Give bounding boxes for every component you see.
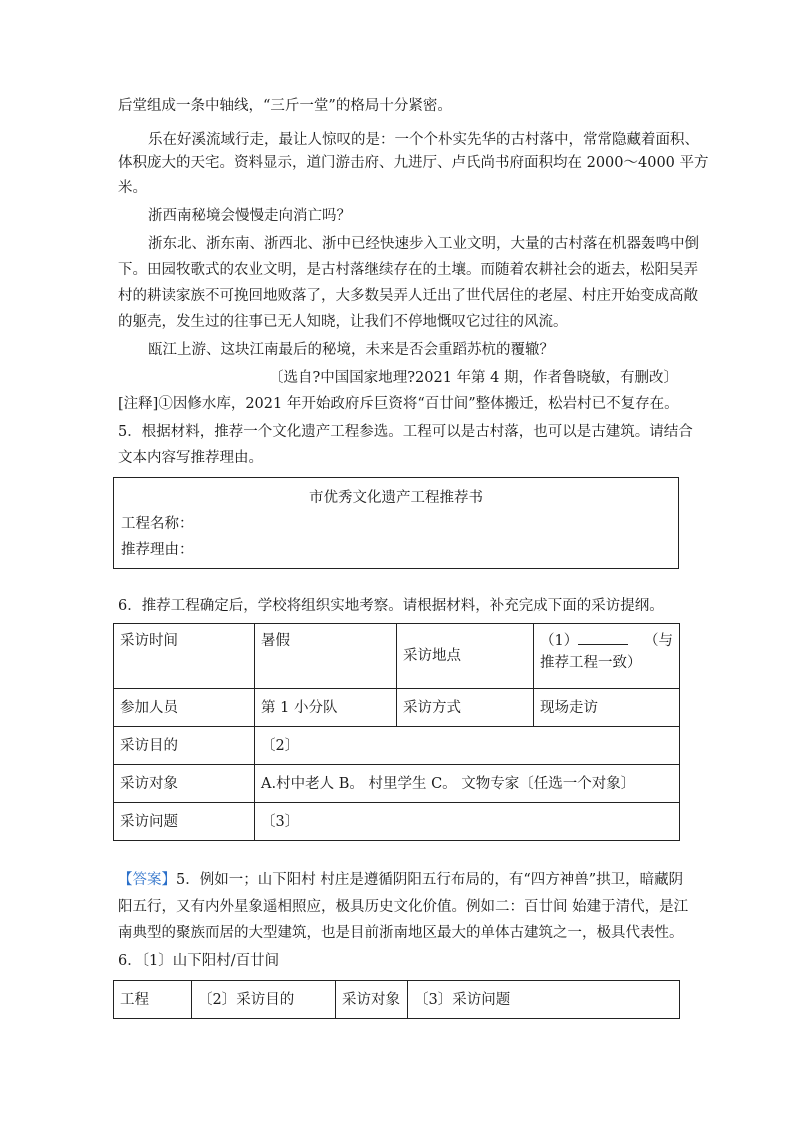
table-cell-questions[interactable]: 〔3〕 xyxy=(255,803,680,841)
table-row xyxy=(114,727,680,765)
table-header: 〔2〕采访目的 xyxy=(192,981,336,1019)
table-row xyxy=(114,981,680,1019)
paragraph-line: 村的耕读家族不可挽回地败落了，大多数吴弄人迁出了世代居住的老屋、村庄开始变成高敞 xyxy=(118,288,698,304)
table-cell: 现场走访 xyxy=(534,689,680,727)
paragraph-line: 浙东北、浙东南、浙西北、浙中已经快速步入工业文明，大量的古村落在机器轰鸣中倒 xyxy=(148,236,699,252)
table-cell: 暑假 xyxy=(255,624,397,689)
paragraph-line: 体积庞大的天宅。资料显示，道门游击府、九进厅、卢氏尚书府面积均在 2000～4000 平方 xyxy=(118,155,709,171)
paragraph-line: 下。田园牧歌式的农业文明，是古村落继续存在的土壤。而随着农耕社会的逝去，松阳吴弄 xyxy=(118,262,698,278)
question-5-cont: 文本内容写推荐理由。 xyxy=(118,450,263,466)
paragraph-line: 瓯江上游、这块江南最后的秘境，未来是否会重蹈苏杭的覆辙？ xyxy=(148,342,554,358)
table-cell: 采访问题 xyxy=(114,803,255,841)
answer-5-line: 阳五行，又有内外星象遥相照应，极具历史文化价值。例如二：百廿间 始建于清代，是江 xyxy=(118,899,689,915)
table-cell: 采访地点 xyxy=(397,624,534,689)
interview-outline-table xyxy=(113,623,680,841)
answer-table xyxy=(113,980,680,1019)
project-name-field[interactable]: 工程名称： xyxy=(121,516,194,532)
table-cell: 采访对象 xyxy=(114,765,255,803)
blank-line[interactable] xyxy=(578,630,628,645)
paragraph-line: 后堂组成一条中轴线，“三斤一堂”的格局十分紧密。 xyxy=(118,98,452,114)
answer-text: 5．例如一；山下阳村 村庄是遵循阴阳五行布局的，有“四方神兽”拱卫，暗藏阴 xyxy=(176,872,684,888)
table-header: 〔3〕采访问题 xyxy=(408,981,680,1019)
table-cell: 采访目的 xyxy=(114,727,255,765)
table-row xyxy=(114,624,680,689)
paragraph-line: 浙西南秘境会慢慢走向消亡吗？ xyxy=(148,208,351,224)
table-cell-text: （与 xyxy=(644,633,673,649)
paragraph-line: 乐在好溪流域行走，最让人惊叹的是：一个个朴实先华的古村落中，常常隐藏着面积、 xyxy=(148,132,699,148)
answer-tag: 【答案】 xyxy=(118,872,176,888)
blank-label: （1） xyxy=(540,633,579,649)
question-6: 6．推荐工程确定后，学校将组织实地考察。请根据材料，补充完成下面的采访提纲。 xyxy=(118,598,664,614)
table-header: 采访对象 xyxy=(336,981,408,1019)
form-title: 市优秀文化遗产工程推荐书 xyxy=(309,490,483,506)
answer-5-line: 南典型的聚族而居的大型建筑，也是目前浙南地区最大的单体古建筑之一，极具代表性。 xyxy=(118,925,684,941)
source-citation: 〔选自?中国国家地理?2021 年第 4 期，作者鲁晓敏，有删改〕 xyxy=(269,370,678,386)
answer-5-line xyxy=(118,869,684,891)
footnote: [注释]①因修水库，2021 年开始政府斥巨资将“百廿间”整体搬迁，松岩村已不复存在。 xyxy=(118,396,679,412)
question-5: 5．根据材料，推荐一个文化遗产工程参选。工程可以是古村落，也可以是古建筑。请结合 xyxy=(118,424,693,440)
table-cell: 采访方式 xyxy=(397,689,534,727)
table-row xyxy=(114,765,680,803)
recommendation-form xyxy=(113,477,679,569)
paragraph-line: 米。 xyxy=(118,180,147,196)
table-row xyxy=(114,689,680,727)
table-row xyxy=(114,803,680,841)
table-header: 工程 xyxy=(114,981,192,1019)
table-cell: A.村中老人 B。 村里学生 C。 文物专家〔任选一个对象〕 xyxy=(255,765,680,803)
table-cell: 参加人员 xyxy=(114,689,255,727)
table-cell-location[interactable] xyxy=(534,624,680,689)
table-cell: 第 1 小分队 xyxy=(255,689,397,727)
table-cell-text: 推荐工程一致） xyxy=(540,655,642,671)
paragraph-line: 的躯壳，发生过的往事已无人知晓，让我们不停地慨叹它过往的风流。 xyxy=(118,314,568,330)
answer-6-line: 6．〔1〕山下阳村/百廿间 xyxy=(118,953,280,969)
table-cell: 采访时间 xyxy=(114,624,255,689)
table-cell-purpose[interactable]: 〔2〕 xyxy=(255,727,680,765)
recommend-reason-field[interactable]: 推荐理由： xyxy=(121,542,194,558)
